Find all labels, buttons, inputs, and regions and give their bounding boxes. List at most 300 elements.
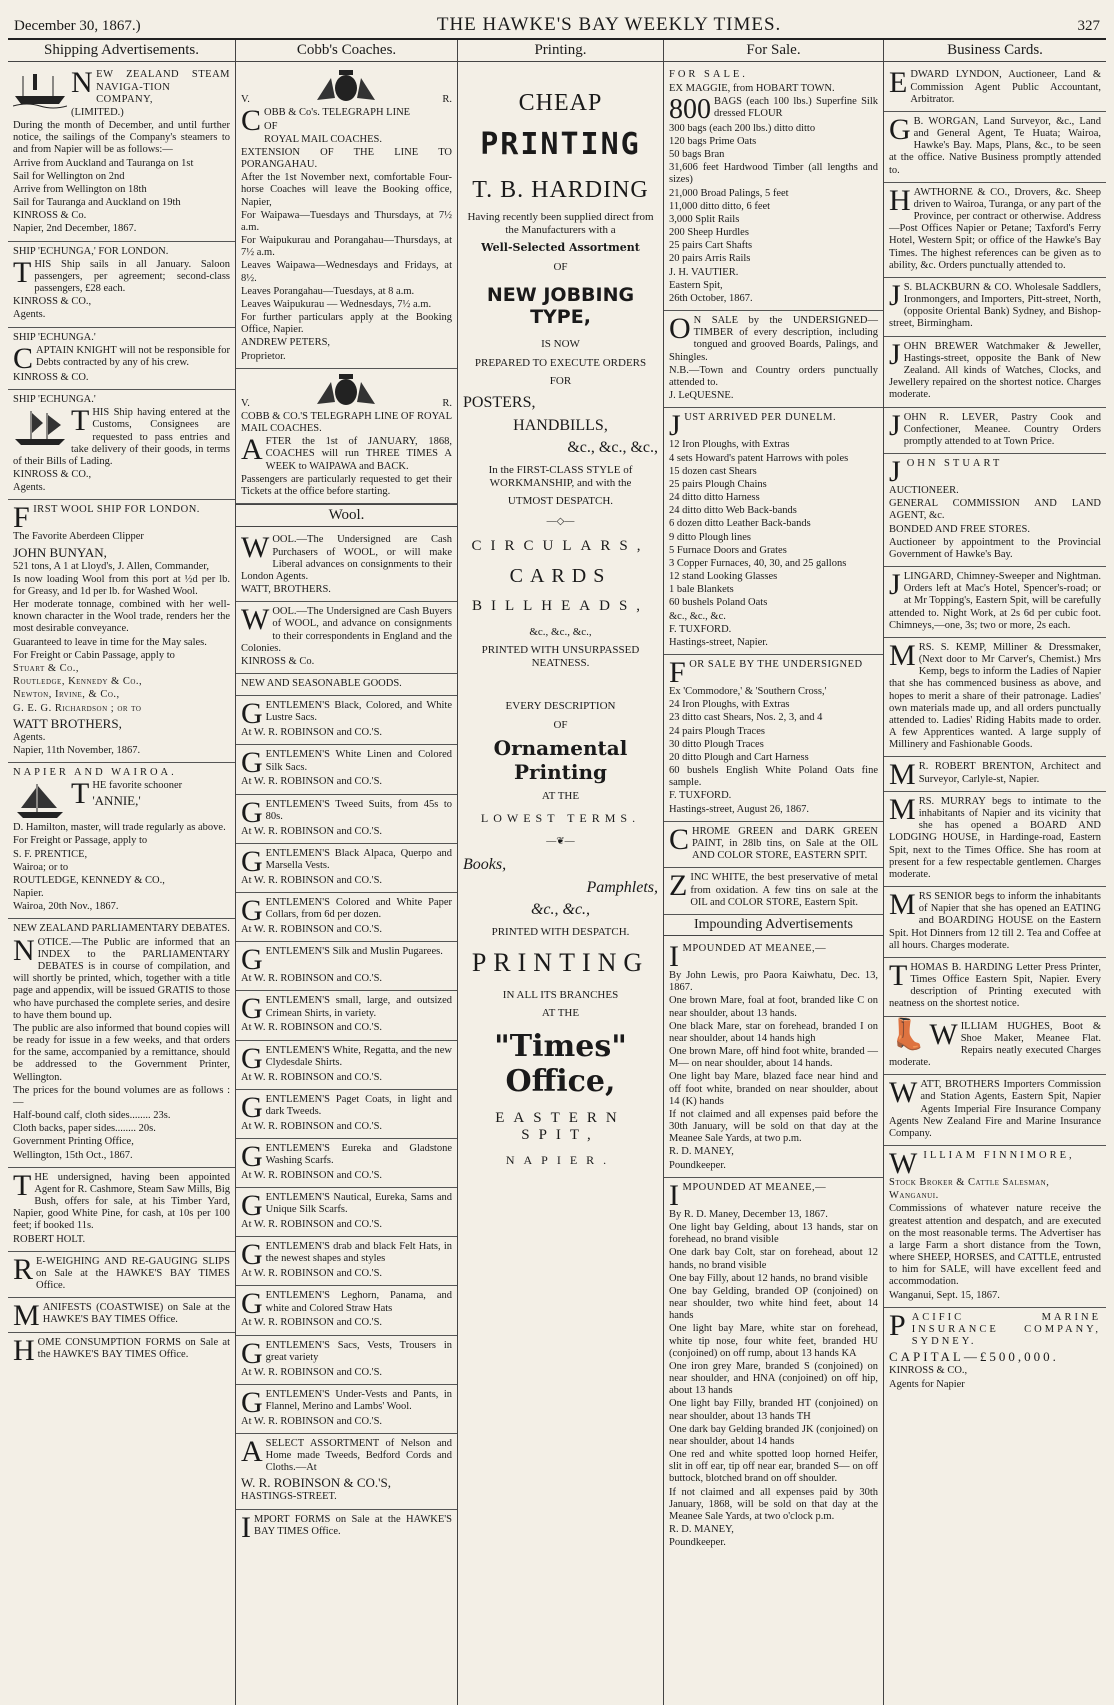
- printing-branches: IN ALL ITS BRANCHES: [502, 988, 619, 1001]
- impounded2-item: One dark bay Colt, star on forehead, about 12 hands, no brand visible: [669, 1247, 878, 1271]
- goods-drop-cap: G: [241, 1189, 263, 1223]
- goods-item: [236, 795, 457, 844]
- ad-robert-holt: THE undersigned, having been appointed Agent for R. Cashmore, Steam Saw Mills, Big Bush, offers for sale, at his Timber Yard, Napier, good White Pine, for cash, at 10s per 100 feet; if booked 11s. ROBERT HOLT.: [8, 1168, 235, 1252]
- cobb1-proprietor: Proprietor.: [241, 350, 286, 362]
- tuxford2-heading: OR SALE BY THE UNDERSIGNED: [689, 659, 863, 671]
- printing-posters: POSTERS,: [463, 394, 536, 412]
- card-finnimore-name: ILLIAM FINNIMORE,: [923, 1150, 1075, 1162]
- echunga1-agents: Agents.: [13, 309, 46, 321]
- cobb1-extension: EXTENSION OF THE LINE TO PORANGAHAU.: [241, 146, 452, 171]
- card-pacific-signature: KINROSS & CO.,: [889, 1365, 968, 1377]
- ornament-rule: —◇—: [546, 516, 575, 528]
- echunga1-body: HIS Ship sails in all January. Saloon passengers, per agreement; second-class passengers, £28 each.: [34, 258, 230, 295]
- impounded1-list: [669, 995, 878, 1108]
- goods-drop-cap: G: [241, 795, 263, 829]
- printing-circulars: CIRCULARS,: [471, 537, 650, 554]
- printing-at-the: AT THE: [541, 789, 580, 802]
- ad-lequesne: O N SALE by the UNDERSIGNED—TIMBER of every description, including tongued and grooved Boards, Palings, and Shingles. N.B.—Town and Country orders punctually attended to. J. LeQUESNE.: [664, 311, 883, 408]
- forsale-800: 800: [669, 93, 711, 125]
- card-lyndon-text: DWARD LYNDON, Auctioneer, Land & Commission Agent Public Accountant, Arbitrator.: [910, 69, 1101, 105]
- goods-item-at: At W. R. ROBINSON and CO.'S.: [241, 1120, 383, 1132]
- tuxford2-list: [669, 699, 878, 789]
- impounded2-poundkeeper: Poundkeeper.: [669, 1537, 726, 1549]
- forsale-item: 21,000 Broad Palings, 5 feet: [669, 187, 789, 199]
- dunelm-item: 12 stand Looking Glasses: [669, 571, 778, 583]
- printing-etc3: &c., &c.,: [530, 901, 591, 919]
- goods-drop-cap: G: [241, 894, 263, 927]
- column-heading-shipping: Shipping Advertisements.: [8, 40, 235, 62]
- card-hawthorne-text: AWTHORNE & CO., Drovers, &c. Sheep driven to Wairoa, Turanga, or any part of the Province, per contract or otherwise. Address—Post Offices Napier or Petane; Taxford's Ferry Hotel, Western Spit; or office of the Hawke's Bay Times. The highest references can be given as to ability, &c. Orders punctually attended to.: [889, 186, 1102, 271]
- nz-body: During the month of December, and until further notice, the sailings of the Company's steamers to and from Napier will be as follows:—: [13, 120, 230, 156]
- dunelm-item: 60 bushels Poland Oats: [669, 597, 768, 609]
- echunga3-signature: KINROSS & CO.,: [13, 469, 92, 481]
- ad-parliamentary-debates: NEW ZEALAND PARLIAMENTARY DEBATES. NOTICE.—The Public are informed that an INDEX to the PARLIAMENTARY DEBATES is in course of compilation, and will shortly be printed, which, together with a title page and appendix, will be issued GRATIS to those who have purchased the complete series, and desire to have them bound up. The public are also informed that bound copies will be ready for issue in a few weeks, and that orders for the same, accompanied by a remittance, should be addressed to the Government Printer, Wellington. The prices for the bound volumes are as follows :— Half-bound calf, cloth sides........ 23s. Cloth backs, paper sides........ 20s. Government Printing Office, Wellington, 15th Oct., 1867.: [8, 919, 235, 1167]
- goods-heading: NEW AND SEASONABLE GOODS.: [241, 678, 402, 690]
- wool-ship-agent: Routledge, Kennedy & Co.,: [13, 676, 143, 688]
- card-stuart-appointment: Auctioneer by appointment to the Provincial Government of Hawke's Bay.: [889, 536, 1101, 560]
- printing-cheap: CHEAP: [518, 90, 603, 117]
- royal-coat-of-arms-icon: [311, 68, 381, 106]
- echunga1-heading: SHIP 'ECHUNGA,' FOR LONDON.: [13, 245, 169, 257]
- goods-item-at: At W. R. ROBINSON and CO.'S.: [241, 973, 383, 985]
- impounded1-signature: R. D. MANEY,: [669, 1146, 734, 1158]
- goods-drop-cap: G: [241, 1287, 263, 1321]
- card-brewer: JOHN BREWER Watchmaker & Jeweller, Hastings-street, opposite the Bank of New Zealand. All kinds of Watches, Clocks, and Jewellery repaired on the shortest notice. Charges moderate.: [884, 337, 1106, 408]
- impounded1-item: One black Mare, star on forehead, branded I on near shoulder, about 14 hands high: [669, 1020, 878, 1044]
- debates-signature: Government Printing Office,: [13, 1136, 134, 1148]
- printing-well-selected: Well-Selected Assortment: [481, 241, 640, 255]
- debates-heading: NEW ZEALAND PARLIAMENTARY DEBATES.: [13, 923, 230, 935]
- nz-line: Sail for Tauranga and Auckland on 19th: [13, 197, 181, 209]
- forsale-item: 20 pairs Arris Rails: [669, 253, 751, 265]
- card-kemp: MRS. S. KEMP, Milliner & Dressmaker, (Next door to Mr Carver's, Chemist.) Mrs Kemp, begs to inform the Ladies of Napier that she has commenced business as above, and hopes to merit a share of their patronage. Ladies' own materials made up, and all orders punctually attended to. Ladies' Riding Habits made to order. A few Apprentices wanted. A large supply of Millinery and Fashionable Goods.: [884, 638, 1106, 758]
- printing-utmost: UTMOST DESPATCH.: [507, 495, 614, 508]
- manifests-body: ANIFESTS (COASTWISE) on Sale at the HAWKE'S BAY TIMES Office.: [42, 1302, 230, 1326]
- royal-crest: [241, 68, 452, 106]
- schooner-icon: [13, 782, 67, 822]
- card-finnimore-date: Wanganui, Sept. 15, 1867.: [889, 1289, 1000, 1301]
- card-brewer-text: OHN BREWER Watchmaker & Jeweller, Hastings-street, opposite the Bank of New Zealand. All kinds of Watches, Clocks, and Jewellery repaired on the shortest notice. Charges moderate.: [889, 340, 1101, 401]
- ad-select-assortment: ASELECT ASSORTMENT of Nelson and Home made Tweeds, Bedford Cords and Cloths.—At W. R. ROBINSON & CO.'S, HASTINGS-STREET.: [236, 1434, 457, 1510]
- column-for-sale: [664, 40, 884, 1705]
- steamship-icon: [13, 70, 67, 110]
- royal-crest: [241, 372, 452, 410]
- echunga3-body: HIS Ship having entered at the Customs, Consignees are requested to pass entries and take delivery of their goods, in terms of their Bills of Lading.: [13, 407, 230, 467]
- card-stuart-bonded: BONDED AND FREE STORES.: [889, 523, 1030, 535]
- card-watt-text: ATT, BROTHERS Importers Commission and Station Agents, Eastern Spit, Napier Agents Imperial Fire Insurance Company Agents New Zealand Fire and Marine Insurance Company.: [889, 1079, 1101, 1139]
- echunga1-signature: KINROSS & CO.,: [13, 296, 92, 308]
- tuxford2-signature: F. TUXFORD.: [669, 790, 732, 802]
- goods-item-at: At W. R. ROBINSON and CO.'S.: [241, 1022, 383, 1034]
- impounded1-by: By John Lewis, pro Paora Kaiwhatu, Dec. 13, 1867.: [669, 970, 878, 994]
- goods-item-text: ENTLEMEN'S Eureka and Gladstone Washing Scarfs.: [265, 1142, 452, 1167]
- card-pacific: PACIFIC MARINE INSURANCE COMPANY, SYDNEY. CAPITAL—£500,000. KINROSS & CO., Agents for Napier: [889, 1308, 1101, 1390]
- echunga2-heading: SHIP 'ECHUNGA.': [13, 331, 96, 343]
- goods-item-at: At W. R. ROBINSON and CO.'S.: [241, 1071, 383, 1083]
- impounded1-item: One light bay Mare, blazed face near hind and off foot white, branded on near shoulder, about 14 (K) hands: [669, 1071, 878, 1107]
- dunelm-item: 6 dozen ditto Leather Back-bands: [669, 518, 811, 530]
- ad-echunga-captain: SHIP 'ECHUNGA.' CAPTAIN KNIGHT will not be responsible for Debts contracted by any of his crew. KINROSS & CO.: [8, 328, 235, 390]
- printing-lowest: LOWEST TERMS.: [480, 811, 641, 826]
- forsale-item: 300 bags (each 200 lbs.) ditto ditto: [669, 122, 816, 134]
- nz-limited: (LIMITED.): [71, 106, 124, 118]
- dunelm-signature: F. TUXFORD.: [669, 623, 732, 635]
- printing-ornamental: Ornamental Printing: [493, 736, 628, 784]
- tuxford2-item: 24 pairs Plough Traces: [669, 725, 765, 737]
- goods-item-text: ENTLEMEN'S Tweed Suits, from 45s to 80s.: [265, 798, 452, 822]
- dunelm-item: 24 ditto ditto Web Back-bands: [669, 505, 797, 517]
- card-lever-text: OHN R. LEVER, Pastry Cook and Confectioner, Meanee. Country Orders promptly attended to at Town Price.: [903, 411, 1101, 447]
- card-lingard-text: LINGARD, Chimney-Sweeper and Nightman. Orders left at Mac's Hotel, Spencer's-road; or at Mr Topping's, Eastern Spit, will be carefully attended to. Night Work, at 2s 6d per cubic foot. Chimneys,—one, 3s; two or more, 2s each.: [889, 571, 1101, 631]
- wairoa-body: D. Hamilton, master, will trade regularly as above.: [13, 822, 226, 834]
- wool-ship-name: JOHN BUNYAN,: [13, 544, 107, 560]
- goods-drop-cap: G: [241, 746, 263, 780]
- goods-item-text: ENTLEMEN'S Paget Coats, in light and dark Tweeds.: [265, 1093, 452, 1117]
- card-brenton-text: R. ROBERT BRENTON, Architect and Surveyor, Carlyle-st, Napier.: [918, 761, 1101, 785]
- printing-of: OF: [553, 261, 568, 274]
- crest-v: V.: [241, 397, 250, 409]
- goods-item-at: At W. R. ROBINSON and CO.'S.: [241, 727, 383, 739]
- ad-vautier: [664, 65, 883, 311]
- card-worgan-text: B. WORGAN, Land Surveyor, &c., Land and General Agent, Te Huata; Wairoa, Hawke's Bay. Maps, Plans, &c., to be seen at the office. Native Business promptly attended to.: [889, 115, 1101, 176]
- printing-etc: &c., &c., &c.,: [567, 439, 658, 457]
- card-stuart-name: OHN STUART: [906, 458, 1003, 470]
- goods-item: [236, 1090, 457, 1139]
- card-finnimore-place: Wanganui.: [889, 1190, 939, 1202]
- echunga3-heading: SHIP 'ECHUNGA.': [13, 394, 96, 405]
- select-street: HASTINGS-STREET.: [241, 1491, 337, 1503]
- goods-item: [236, 1188, 457, 1237]
- boot-icon: 👢: [889, 1017, 927, 1051]
- impounded2-item: One dark bay Gelding branded JK (conjoined) on near shoulder, about 14 hands: [669, 1423, 878, 1447]
- cobb1-line: For Waipukurau and Porangahau—Thursdays, at 7½ a.m.: [241, 235, 452, 259]
- debates-date: Wellington, 15th Oct., 1867.: [13, 1149, 133, 1161]
- goods-item: [236, 942, 457, 991]
- goods-item: [236, 893, 457, 942]
- ad-seasonable-goods: [236, 674, 457, 696]
- impounded2-item: One iron grey Mare, branded S (conjoined) on near shoulder, and HNA (conjoined) on off hip, about 13 hands: [669, 1360, 878, 1397]
- printing-eastern: EASTERN SPIT,: [495, 1109, 626, 1144]
- nz-line: Sail for Wellington on 2nd: [13, 170, 125, 182]
- tuxford2-date: Hastings-street, August 26, 1867.: [669, 803, 809, 815]
- goods-item-text: ENTLEMEN'S Black Alpaca, Querpo and Marsella Vests.: [265, 847, 452, 871]
- goods-item: [236, 1336, 457, 1385]
- goods-item-text: ENTLEMEN'S Under-Vests and Pants, in Flannel, Merino and Lambs' Wool.: [265, 1388, 452, 1412]
- page-number: 327: [1077, 18, 1100, 34]
- cobb1-title: OBB & Co's. TELEGRAPH LINE: [264, 107, 411, 119]
- printing-of2: OF: [553, 718, 568, 731]
- goods-item-at: At W. R. ROBINSON and CO.'S.: [241, 1415, 383, 1427]
- ad-echunga-london: SHIP 'ECHUNGA,' FOR LONDON. THIS Ship sails in all January. Saloon passengers, per agreement; second-class passengers, £28 each. KINROSS & CO., Agents.: [8, 242, 235, 328]
- goods-item-text: ENTLEMEN'S Colored and White Paper Collars, from 6d per dozen.: [265, 897, 452, 921]
- card-harding-text: HOMAS B. HARDING Letter Press Printer, Times Office Eastern Spit, Napier. Every description of Printing executed with neatness on the shortest notice.: [889, 961, 1101, 1010]
- goods-item-text: ENTLEMEN'S drab and black Felt Hats, in the newest shapes and styles: [265, 1241, 452, 1265]
- forsale-date: 26th October, 1867.: [669, 292, 753, 304]
- echunga3-agents: Agents.: [13, 482, 46, 494]
- card-finnimore: WILLIAM FINNIMORE, Stock Broker & Cattle Salesman, Wanganui. Commissions of whatever nature receive the greatest attention and despatch, and are executed on the most reasonable terms. The Advertiser has a large Farm a short distance from the Town, where SHEEP, HORSES, and CATTLE, entrusted to him for SALE, will have excellent feed and accommodation. Wanganui, Sept. 15, 1867.: [884, 1146, 1106, 1308]
- debates-body: OTICE.—The Public are informed that an INDEX to the PARLIAMENTARY DEBATES is in course of compilation, and will shortly be printed, which, together with a title page and appendix, will be issued GRATIS to those who have purchased the complete series, and desire to have them bound up.: [13, 936, 230, 1021]
- debates-body: The prices for the bound volumes are as follows :—: [13, 1084, 230, 1108]
- goods-item: [236, 1286, 457, 1335]
- card-lingard: JLINGARD, Chimney-Sweeper and Nightman. Orders left at Mac's Hotel, Spencer's-road; or at Mr Topping's, Eastern Spit, will be carefully attended to. Night Work, at 2s 6d per cubic foot. Chimneys,—one, 3s; two or more, 2s each.: [884, 567, 1106, 638]
- ad-first-wool-ship: FIRST WOOL SHIP FOR LONDON. The Favorite Aberdeen Clipper JOHN BUNYAN, 521 tons, A 1 at Lloyd's, J. Allen, Commander, Is now loading Wool from this port at ½d per lb. for Greasy, and 1d per lb. for Washed Wool. Her moderate tonnage, combined with her well-known character in the Wool trade, renders her the most desirable conveyance. Guaranteed to leave in time for the May sales. For Freight or Cabin Passage, apply to Stuart & Co., Routledge, Kennedy & Co., Newton, Irvine, & Co., G. E. G. Richardson ; or to WATT BROTHERS, Agents. Napier, 11th November, 1867.: [8, 500, 235, 763]
- printing-title: PRINTING: [480, 127, 641, 163]
- card-blackburn: J S. BLACKBURN & CO. Wholesale Saddlers, Ironmongers, and Importers, Pitt-street, North, (opposite Oriental Bank) Sydney, and Bishop-street, Birmingham.: [884, 278, 1106, 337]
- goods-item: [236, 844, 457, 893]
- printing-having: Having recently been supplied direct from the Manufacturers with a: [467, 210, 654, 236]
- goods-drop-cap: G: [241, 1385, 263, 1419]
- impounding-heading: Impounding Advertisements: [664, 915, 883, 936]
- wairoa-ship: 'ANNIE,': [92, 793, 141, 809]
- wool-ship-agent: G. E. G. Richardson ; or to: [13, 702, 142, 714]
- impounded1-title: MPOUNDED AT MEANEE,—: [682, 943, 827, 955]
- wairoa-or: Wairoa; or to: [13, 861, 69, 873]
- holt-signature: ROBERT HOLT.: [13, 1233, 86, 1245]
- forsale-item: 200 Sheep Hurdles: [669, 227, 749, 239]
- column-business-cards: [884, 40, 1106, 1705]
- wool-ship-body: Is now loading Wool from this port at ½d per lb. for Greasy, and 1d per lb. for Washed Wool.: [13, 573, 230, 597]
- impounded2-item: One light bay Gelding, about 13 hands, star on forehead, no brand visible: [669, 1222, 878, 1246]
- goods-drop-cap: G: [241, 1336, 263, 1370]
- column-printing: [458, 40, 664, 1705]
- ad-reweighing-slips: R E-WEIGHING AND RE-GAUGING SLIPS on Sale at the HAWKE'S BAY TIMES Office.: [8, 1252, 235, 1299]
- wool-ship-body: Her moderate tonnage, combined with her well-known character in the Wool trade, renders her the most desirable conveyance.: [13, 599, 230, 635]
- goods-item-at: At W. R. ROBINSON and CO.'S.: [241, 1366, 383, 1378]
- card-pacific-agents: Agents for Napier: [889, 1378, 965, 1390]
- printing-jobbing-type: NEW JOBBING TYPE,: [486, 283, 635, 328]
- card-pacific-text: ACIFIC MARINE INSURANCE COMPANY, SYDNEY.: [911, 1311, 1101, 1348]
- goods-item-at: At W. R. ROBINSON and CO.'S.: [241, 874, 383, 886]
- goods-item: [236, 696, 457, 745]
- wairoa-heading: NAPIER AND WAIROA.: [13, 767, 177, 779]
- cobb1-line: Leaves Waipukurau — Wednesdays, 7½ a.m.: [241, 298, 432, 310]
- forsale-item: 25 pairs Cart Shafts: [669, 240, 753, 252]
- card-pacific-capital: CAPITAL—£500,000.: [889, 1349, 1059, 1365]
- wool1-signature: WATT, BROTHERS.: [241, 584, 331, 596]
- card-hawthorne: HAWTHORNE & CO., Drovers, &c. Sheep driven to Wairoa, Turanga, or any part of the Province, per contract or otherwise. Address—Post Offices Napier or Petane; Taxford's Ferry Hotel, Western Spit; or office of the Hawke's Bay Times. The highest references can be given as to ability, &c. Orders punctually attended to.: [884, 183, 1106, 278]
- card-blackburn-text: S. BLACKBURN & CO. Wholesale Saddlers, Ironmongers, and Importers, Pitt-street, North, (opposite Oriental Bank) Sydney, and Bishop-street, Birmingham.: [889, 281, 1101, 330]
- lequesne-nb: N.B.—Town and Country orders punctually attended to.: [669, 364, 878, 388]
- debates-price: Cloth backs, paper sides........ 20s.: [13, 1123, 156, 1135]
- cobb1-body: After the 1st November next, comfortable Four-horse Coaches will leave the Booking office, Napier,: [241, 172, 452, 208]
- dunelm-item: 15 dozen cast Shears: [669, 465, 757, 477]
- newspaper-title: THE HAWKE'S BAY WEEKLY TIMES.: [436, 14, 782, 35]
- goods-item-text: ENTLEMEN'S Black, Colored, and White Lustre Sacs.: [265, 700, 452, 724]
- ad-nz-steam-navigation: NEW ZEALAND STEAM NAVIGA-TION COMPANY, (LIMITED.) During the month of December, and until further notice, the sailings of the Company's steamers to and from Napier will be as follows:— Arrive from Auckland and Tauranga on 1st Sail for Wellington on 2nd Arrive from Wellington on 18th Sail for Tauranga and Auckland on 19th KINROSS & Co. Napier, 2nd December, 1867.: [8, 65, 235, 241]
- dunelm-item: 5 Furnace Doors and Grates: [669, 544, 787, 556]
- cobb1-line: For Waipawa—Tuesdays and Thursdays, at 7½ a.m.: [241, 209, 452, 233]
- impounded1-poundkeeper: Poundkeeper.: [669, 1159, 726, 1171]
- reweighing-body: E-WEIGHING AND RE-GAUGING SLIPS on Sale at the HAWKE'S BAY TIMES Office.: [36, 1255, 230, 1292]
- printing-billheads: BILLHEADS,: [471, 598, 650, 615]
- nz-line: Arrive from Auckland and Tauranga on 1st: [13, 157, 194, 169]
- forsale-timber: 31,606 feet Hardwood Timber (all lengths and sizes): [669, 162, 878, 186]
- goods-drop-cap: G: [241, 1238, 263, 1272]
- card-lever: JOHN R. LEVER, Pastry Cook and Confectioner, Meanee. Country Orders promptly attended to at Town Price.: [884, 408, 1106, 455]
- printing-prepared: PREPARED TO EXECUTE ORDERS: [474, 356, 647, 369]
- ad-chrome-green: CHROME GREEN and DARK GREEN PAINT, in 28lb tins, on Sale at the OIL AND COLOR STORE, EASTERN SPIT.: [664, 822, 883, 869]
- wool-ship-tons: 521 tons, A 1 at Lloyd's, J. Allen, Commander,: [13, 560, 210, 572]
- tuxford2-ex: Ex 'Commodore,' & 'Southern Cross,': [669, 686, 827, 698]
- sailing-ship-icon: [13, 409, 67, 449]
- cobb1-of: OF: [264, 120, 278, 132]
- wool1-body: OOL.—The Undersigned are Cash Purchasers of WOOL, or will make Liberal advances on consignments to their London Agents.: [241, 534, 452, 582]
- goods-drop-cap: G: [241, 1041, 263, 1075]
- printing-pamphlets: Pamphlets,: [586, 878, 658, 896]
- dunelm-item: 24 ditto ditto Harness: [669, 492, 760, 504]
- impounded1-note: If not claimed and all expenses paid before the 30th January, will be sold on that day at the Meanee Sale Yards, at two p.m.: [669, 1108, 878, 1145]
- dunelm-item: 9 ditto Plough lines: [669, 531, 751, 543]
- printing-at-the2: AT THE: [541, 1007, 580, 1020]
- ad-manifests: MANIFESTS (COASTWISE) on Sale at the HAWKE'S BAY TIMES Office.: [8, 1298, 235, 1332]
- printing-in-the: In the FIRST-CLASS STYLE of WORKMANSHIP, and with the: [488, 463, 633, 489]
- wairoa-apply: For Freight or Passage, apply to: [13, 835, 148, 847]
- crest-v: V.: [241, 94, 250, 106]
- goods-list: [241, 696, 452, 1434]
- printing-printed: PRINTED WITH UNSURPASSED NEATNESS.: [481, 644, 640, 670]
- goods-item-text: ENTLEMEN'S White, Regatta, and the new Clydesdale Shirts.: [265, 1044, 452, 1068]
- ad-dunelm: JUST ARRIVED PER DUNELM. 12 Iron Ploughs, with Extras 4 sets Howard's patent Harrows with poles 15 dozen cast Shears 25 pairs Plough Chains 24 ditto ditto Harness 24 ditto ditto Web Back-bands 6 dozen ditto Leather Back-bands 9 ditto Plough lines 5 Furnace Doors and Grates 3 Copper Furnaces, 40, 30, and 25 gallons 12 stand Looking Glasses 1 bale Blankets 60 bushels Poland Oats &c., &c., &c. F. TUXFORD. Hastings-street, Napier.: [664, 408, 883, 655]
- goods-item-text: ENTLEMEN'S Nautical, Eureka, Sams and Unique Silk Scarfs.: [265, 1192, 452, 1216]
- zinc-body: INC WHITE, the best preservative of metal from oxidation. A few tins on sale at the OIL and COLOR STORE, Eastern Spit.: [690, 872, 878, 908]
- wool-ship-agent: Stuart & Co.,: [13, 663, 79, 674]
- forsale-item: 50 bags Bran: [669, 149, 725, 161]
- column-coaches: [236, 40, 458, 1705]
- wairoa-napier: Napier.: [13, 888, 44, 900]
- goods-item-at: At W. R. ROBINSON and CO.'S.: [241, 1268, 383, 1280]
- wool-ship-body: Guaranteed to leave in time for the May sales.: [13, 636, 207, 648]
- forsale-item: 3,000 Split Rails: [669, 213, 740, 225]
- card-hughes: 👢 W ILLIAM HUGHES, Boot & Shoe Maker, Meanee Flat. Repairs neatly executed Charges moderate.: [884, 1017, 1106, 1076]
- dunelm-item: 4 sets Howard's patent Harrows with poles: [669, 452, 849, 464]
- card-murray-text: RS. MURRAY begs to intimate to the inhabitants of Napier and its vicinity that she has opened a BOARD AND LODGING HOUSE, in Hardinge-road, Eastern Spit, next to the Times Office. She has room at present for a few respectable gentlemen. Charges moderate.: [889, 795, 1101, 880]
- ad-import-forms: IMPORT FORMS on Sale at the HAWKE'S BAY TIMES Office.: [241, 1510, 452, 1544]
- goods-item-at: At W. R. ROBINSON and CO.'S.: [241, 1317, 383, 1329]
- tuxford2-item: 20 ditto Plough and Cart Harness: [669, 751, 809, 763]
- echunga2-body: APTAIN KNIGHT will not be responsible for Debts contracted by any of his crew.: [36, 344, 230, 368]
- lequesne-body: N SALE by the UNDERSIGNED—TIMBER of every description, including tongued and grooved Boards, Palings, and Shingles.: [669, 315, 878, 363]
- ad-tuxford-2: FOR SALE BY THE UNDERSIGNED Ex 'Commodore,' & 'Southern Cross,' 24 Iron Ploughs, with Extras 23 ditto cast Shears, Nos. 2, 3, and 4 24 pairs Plough Traces 30 ditto Plough Traces 20 ditto Plough and Cart Harness 60 bushels English White Poland Oats fine sample. F. TUXFORD. Hastings-street, August 26, 1867.: [664, 655, 883, 822]
- card-senior: MRS SENIOR begs to inform the inhabitants of Napier that she has opened an EATING and BOARDING HOUSE on the Eastern Spit. Hot Dinners from 12 till 2. Tea and Coffee at all hours. Charges moderate.: [884, 887, 1106, 958]
- wairoa-routledge: ROUTLEDGE, KENNEDY & CO.,: [13, 874, 165, 886]
- goods-drop-cap: G: [241, 844, 263, 878]
- goods-drop-cap: G: [241, 1090, 263, 1124]
- holt-body: HE undersigned, having been appointed Agent for R. Cashmore, Steam Saw Mills, Big Bush, offers for sale, at his Timber Yard, Napier, good White Pine, for cash, at 10s per 100 feet; if booked 11s.: [13, 1171, 230, 1232]
- cobb1-further: For further particulars apply at the Booking Office, Napier.: [241, 312, 452, 336]
- card-murray: MRS. MURRAY begs to intimate to the inhabitants of Napier and its vicinity that she has opened a BOARD AND LODGING HOUSE, in Hardinge-road, Eastern Spit, next to the Times Office. She has room at present for a few respectable gentlemen. Charges moderate.: [884, 792, 1106, 887]
- ad-echunga-customs: SHIP 'ECHUNGA.' THIS Ship having entered at the Customs, Consignees are requested to pass entries and take delivery of their goods, in terms of their Bills of Lading. KINROSS & CO., Agents.: [8, 390, 235, 500]
- forsale-800-text: BAGS (each 100 lbs.) Superfine Silk dressed FLOUR: [714, 95, 878, 119]
- goods-drop-cap: G: [241, 992, 263, 1026]
- nz-signature: KINROSS & Co.: [13, 210, 87, 222]
- crest-r: R.: [442, 94, 452, 106]
- ad-wool-watt: WOOL.—The Undersigned are Cash Purchasers of WOOL, or will make Liberal advances on consignments to their London Agents. WATT, BROTHERS.: [236, 530, 457, 602]
- printing-etc2: &c., &c., &c.,: [529, 625, 592, 638]
- wairoa-title: HE favorite schooner: [92, 780, 183, 792]
- goods-item-text: ENTLEMEN'S small, large, and outsized Crimean Shirts, in variety.: [265, 995, 452, 1019]
- dunelm-item: 3 Copper Furnaces, 40, 30, and 25 gallons: [669, 557, 847, 569]
- impounded2-note: If not claimed and all expenses paid by 30th January, 1868, will be sold on that day at the Meanee Sale Yards, at two o'clock p.m.: [669, 1486, 878, 1522]
- ad-napier-wairoa: NAPIER AND WAIROA. THE favorite schooner 'ANNIE,' D. Hamilton, master, will trade regularly as above. For Freight or Passage, apply to S. F. PRENTICE, Wairoa; or to ROUTLEDGE, KENNEDY & CO., Napier. Wairoa, 20th Nov., 1867.: [8, 763, 235, 919]
- impounded2-item: One light bay Filly, branded HT (conjoined) on near shoulder, about 13 hands TH: [669, 1398, 878, 1422]
- card-stuart-general: GENERAL COMMISSION AND LAND AGENT, &c.: [889, 498, 1101, 522]
- select-signature: W. R. ROBINSON & CO.'S,: [241, 1475, 391, 1491]
- forsale-place: Eastern Spit,: [669, 279, 723, 291]
- import-body: MPORT FORMS on Sale at the HAWKE'S BAY TIMES Office.: [254, 1513, 452, 1537]
- crest-r: R.: [442, 397, 452, 409]
- nz-title: EW ZEALAND STEAM NAVIGA-TION COMPANY,: [96, 69, 230, 105]
- ad-impounded-2: IMPOUNDED AT MEANEE,— By R. D. Maney, December 13, 1867. One light bay Gelding, about 13 hands, star on forehead, no brand visible One dark bay Colt, star on forehead, about 12 hands, no brand visible One bay Filly, about 12 hands, no brand visible One bay Gelding, branded OP (conjoined) on near shoulder, two white hind feet, about 14 hands One light bay Mare, white star on forehead, white tip nose, four white feet, branded HU (conjoined) on off rump, about 13 hands KA One iron grey Mare, branded S (conjoined) on near shoulder, and HNA (conjoined) on off hip, about 13 hands One light bay Filly, branded HT (conjoined) on near shoulder, about 13 hands TH One dark bay Gelding branded JK (conjoined) on near shoulder, about 14 hands One red and white spotted loop horned Heifer, slit in off ear, tip off near ear, branded S— on off buttock, blotched brand on off shoulder. If not claimed and all expenses paid by 30th January, 1868, will be sold on that day at the Meanee Sale Yards, at two o'clock p.m. R. D. MANEY, Poundkeeper.: [669, 1178, 878, 1549]
- dunelm-heading: UST ARRIVED PER DUNELM.: [684, 412, 837, 424]
- impounded2-signature: R. D. MANEY,: [669, 1524, 734, 1536]
- issue-date: December 30, 1867.): [14, 18, 141, 34]
- printing-printing2: PRINTING: [471, 948, 650, 978]
- wool-ship-agent: Newton, Irvine, & Co.,: [13, 689, 120, 701]
- ad-zinc-white: ZINC WHITE, the best preservative of metal from oxidation. A few tins on sale at the OIL and COLOR STORE, Eastern Spit.: [664, 868, 883, 915]
- ad-impounded-1: IMPOUNDED AT MEANEE,— By John Lewis, pro Paora Kaiwhatu, Dec. 13, 1867. One brown Mare, foal at foot, branded like C on near shoulder, about 13 hands. One black Mare, star on forehead, branded I on near shoulder, about 14 hands high One brown Mare, off hind foot white, branded —M— on near shoulder, about 14 hands. One light bay Mare, blazed face near hind and off foot white, branded on near shoulder, about 14 (K) hands If not claimed and all expenses paid before the 30th January, will be sold on that day at the Meanee Sale Yards, at two p.m. R. D. MANEY, Poundkeeper.: [664, 939, 883, 1178]
- wool2-body: OOL.—The Undersigned are Cash Buyers of WOOL, and advance on consignments to their correspondents in England and the Colonies.: [241, 606, 452, 654]
- wool-heading: Wool.: [236, 504, 457, 527]
- debates-price: Half-bound calf, cloth sides........ 23s.: [13, 1110, 171, 1122]
- dunelm-list: [669, 439, 878, 622]
- printing-is-now: IS NOW: [541, 337, 580, 350]
- printing-for: FOR: [549, 375, 572, 388]
- goods-item-text: ENTLEMEN'S Leghorn, Panama, and white and Colored Straw Hats: [265, 1290, 452, 1314]
- column-heading-printing: Printing.: [458, 40, 663, 62]
- ad-cobb-telegraph-2: V. R. COBB & CO.'S TELEGRAPH LINE OF ROYAL MAIL COACHES. AFTER the 1st of JANUARY, 1868, COACHES will run THREE TIMES A WEEK to WAIPAWA and BACK. Passengers are particularly requested to get their Tickets at the office before starting.: [236, 369, 457, 504]
- tuxford2-item: 30 ditto Plough Traces: [669, 738, 764, 750]
- goods-item: [236, 1139, 457, 1188]
- printing-napier: NAPIER.: [505, 1153, 616, 1168]
- royal-coat-of-arms-icon: [311, 372, 381, 410]
- impounded2-title: MPOUNDED AT MEANEE,—: [682, 1181, 827, 1193]
- wool-ship-favorite: The Favorite Aberdeen Clipper: [13, 531, 144, 543]
- impounded1-item: One brown Mare, off hind foot white, branded —M— on near shoulder, about 14 hands.: [669, 1046, 878, 1070]
- chrome-body: HROME GREEN and DARK GREEN PAINT, in 28lb tins, on Sale at the OIL AND COLOR STORE, EASTERN SPIT.: [692, 825, 878, 862]
- goods-item: [236, 991, 457, 1040]
- ad-cobb-telegraph-1: V. R. COBB & Co's. TELEGRAPH LINE OF ROYAL MAIL COACHES. EXTENSION OF THE LINE TO PORANGAHAU. After the 1st November next, comfortable Four-horse Coaches will leave the Booking office, Napier, For Waipawa—Tuesdays and Thursdays, at 7½ a.m. For Waipukurau and Porangahau—Thursdays, at 7½ a.m. Leaves Waipawa—Wednesdays and Fridays, at 8½. Leaves Porangahau—Tuesdays, at 8 a.m. Leaves Waipukurau — Wednesdays, 7½ a.m. For further particulars apply at the Booking Office, Napier. ANDREW PETERS, Proprietor.: [236, 65, 457, 368]
- impounded2-by: By R. D. Maney, December 13, 1867.: [669, 1208, 828, 1220]
- ornament-rule: —❦—: [546, 836, 575, 848]
- wairoa-date: Wairoa, 20th Nov., 1867.: [13, 901, 119, 913]
- card-stuart-auctioneer: AUCTIONEER.: [889, 485, 959, 497]
- ad-home-consumption: HOME CONSUMPTION FORMS on Sale at the HAWKE'S BAY TIMES Office.: [13, 1333, 230, 1367]
- dunelm-item: 1 bale Blankets: [669, 584, 734, 596]
- dunelm-item: 12 Iron Ploughs, with Extras: [669, 439, 790, 451]
- cobb1-signature: ANDREW PETERS,: [241, 337, 331, 349]
- forsale-item: 120 bags Prime Oats: [669, 135, 757, 147]
- home-consumption-body: OME CONSUMPTION FORMS on Sale at the HAWKE'S BAY TIMES Office.: [37, 1336, 230, 1360]
- goods-item-at: At W. R. ROBINSON and CO.'S.: [241, 1169, 383, 1181]
- dunelm-item: 25 pairs Plough Chains: [669, 478, 767, 490]
- cobb2-body: FTER the 1st of JANUARY, 1868, COACHES will run THREE TIMES A WEEK to WAIPAWA and BACK.: [265, 436, 452, 472]
- cobb2-body2: Passengers are particularly requested to get their Tickets at the office before starting.: [241, 473, 452, 497]
- wool-ship-heading: IRST WOOL SHIP FOR LONDON.: [33, 504, 200, 516]
- column-heading-business-cards: Business Cards.: [884, 40, 1106, 62]
- card-kemp-text: RS. S. KEMP, Milliner & Dressmaker, (Next door to Mr Carver's, Chemist.) Mrs Kemp, begs to inform the Ladies of Napier that she has commenced business as above, and hopes to merit a share of their patronage. Ladies' own materials made up, and all orders punctually attended to. Ladies' Riding Habits made to order. A few Apprentices wanted. A large supply of Millinery and Fashionable Goods.: [889, 641, 1101, 751]
- tuxford2-item: 24 Iron Ploughs, with Extras: [669, 699, 790, 711]
- impounded2-list: [669, 1222, 878, 1486]
- wairoa-prentice: S. F. PRENTICE,: [13, 848, 88, 860]
- column-shipping: [8, 40, 236, 1705]
- nz-line: Arrive from Wellington on 18th: [13, 183, 147, 195]
- goods-item: [236, 745, 457, 794]
- goods-item-text: ENTLEMEN'S Silk and Muslin Pugarees.: [265, 946, 443, 958]
- lequesne-signature: J. LeQUESNE.: [669, 390, 734, 402]
- goods-item-text: ENTLEMEN'S White Linen and Colored Silk Sacs.: [265, 749, 452, 773]
- printing-times-office: "Times" Office,: [494, 1029, 627, 1099]
- column-heading-coaches: Cobb's Coaches.: [236, 40, 457, 62]
